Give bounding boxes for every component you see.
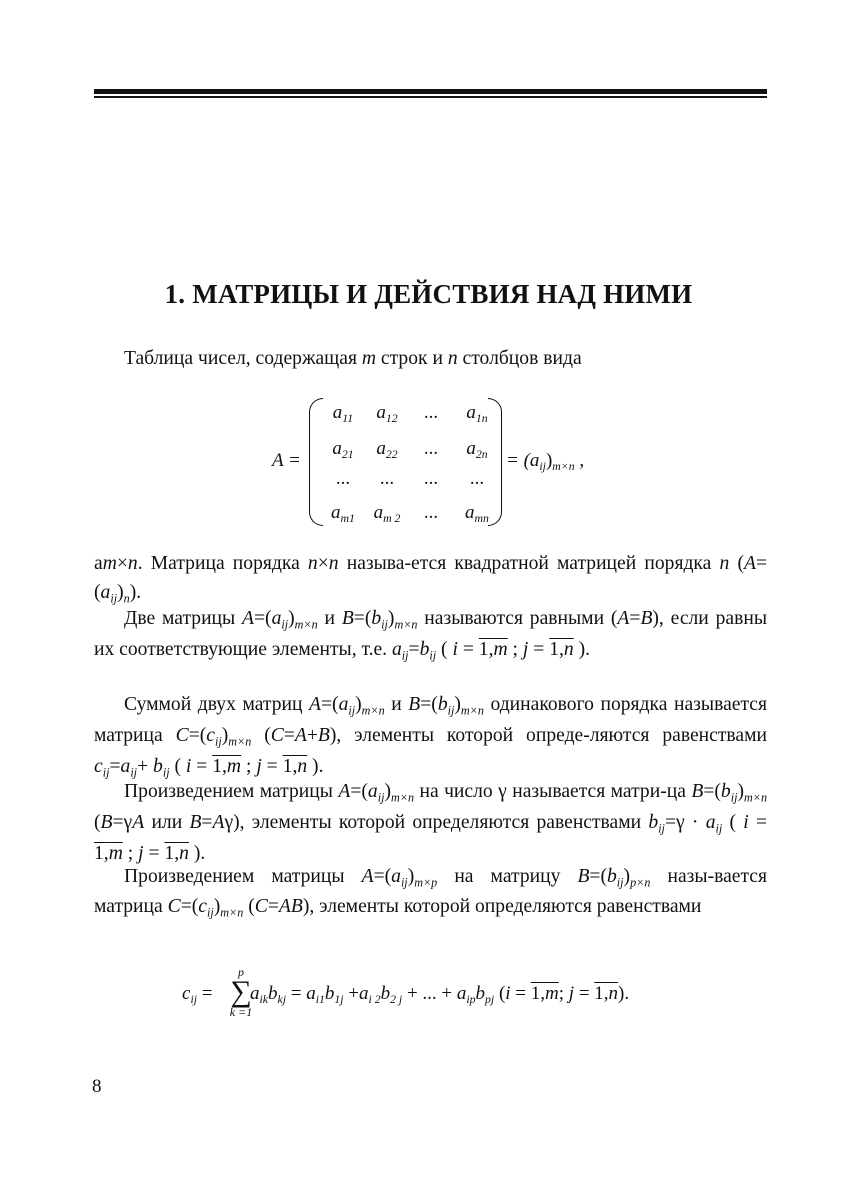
matrix-cell: ... <box>335 468 351 489</box>
matrix-cell: ... <box>423 468 439 489</box>
formula-lhs: $c_{ij}$ = <box>182 983 213 1007</box>
matrix-cell: ... <box>379 468 395 489</box>
matrix-cell: $a_{mn}$ <box>465 502 489 526</box>
matrix-rhs: = $(a_{ij})_{m\times n}$ , <box>506 450 585 474</box>
page-number: 8 <box>92 1076 102 1097</box>
matrix-cell: $a_{11}$ <box>332 402 354 426</box>
matrix-cell: $a_{m1}$ <box>331 502 355 526</box>
matrix-cell: ... <box>469 468 485 489</box>
matrix-cell: ... <box>423 502 439 523</box>
paragraph-3: Суммой двух матриц $A=(a_{ij})_{m\times n}$ и $B=(b_{ij})_{m\times n}$ одинакового порядка называется матрица $C=(c_{ij})_{m\times n}$ (C=A+B), элементы которой опреде-ляются равенствами $c_{ij}=a_{ij}+ b_{ij}$ ( i = 1,m ; j = 1,n ). <box>94 694 767 780</box>
matrix-cell: $a_{2n}$ <box>466 438 488 462</box>
formula-rhs: $a_{ik}b_{kj} = a_{i1}b_{1j} +a_{i 2}b_{2 j}$ + ... + $a_{ip}b_{pj}$ (i = 1,m; j = 1,n). <box>250 983 630 1007</box>
matrix-cell: ... <box>423 402 439 423</box>
header-rule-thin <box>94 96 767 98</box>
matrix-lhs: A = <box>272 450 301 471</box>
paragraph-4: Произведением матрицы $A=(a_{ij})_{m\times n}$ на число γ называется матри-ца $B=(b_{ij})_{m\times n}$ (B=γA или B=Aγ), элементы которой определяются равенствами $b_{ij}=\gamma \cdot a_{ij}$ ( i = 1,m ; j = 1,n ). <box>94 781 768 864</box>
sum-symbol: p ∑ k =1 <box>229 965 253 1019</box>
matrix-cell: $a_{21}$ <box>332 438 354 462</box>
matrix-cell: $a_{22}$ <box>376 438 398 462</box>
paragraph-5: Произведением матрицы $A=(a_{ij})_{m\times p}$ на матрицу $B=(b_{ij})_{p\times n}$ назы-вается матрица $C=(c_{ij})_{m\times n}$ (C=AB), элементы которой определяются равенствами <box>94 866 767 920</box>
chapter-title: 1. МАТРИЦЫ И ДЕЙСТВИЯ НАД НИМИ <box>164 279 693 309</box>
matrix-cell: ... <box>423 438 439 459</box>
matrix-cell: $a_{1n}$ <box>466 402 488 426</box>
paragraph-1: am×n. Матрица порядка n×n называ-ется квадратной матрицей порядка n $(A=(a_{ij})_n)$. <box>94 553 767 606</box>
intro-paragraph: Таблица чисел, содержащая m строк и n столбцов вида <box>124 348 582 369</box>
matrix-cell: $a_{12}$ <box>376 402 398 426</box>
matrix-cell: $a_{m 2}$ <box>373 502 401 526</box>
paragraph-2: Две матрицы $A=(a_{ij})_{m\times n}$ и $B=(b_{ij})_{m\times n}$ называются равными (A=B), если равны их соответствующие элементы, т.е. $a_{ij}=b_{ij}$ ( i = 1,m ; j = 1,n ). <box>94 608 768 663</box>
header-rule-thick <box>94 89 767 94</box>
